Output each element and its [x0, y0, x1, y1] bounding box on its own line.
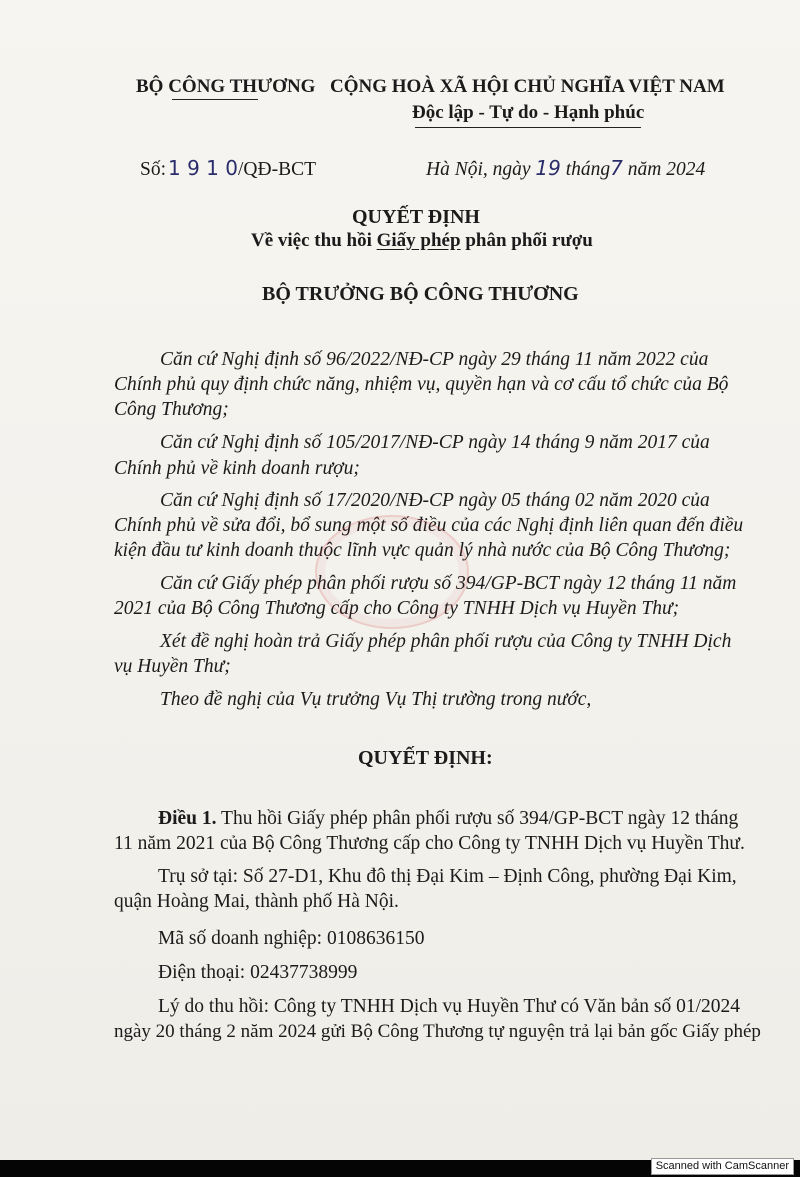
article-1-label: Điều 1. — [158, 808, 217, 829]
preamble-line: Theo đề nghị của Vụ trưởng Vụ Thị trường trong nước, — [160, 689, 592, 710]
handwritten-month: 7 — [610, 156, 623, 180]
preamble-line: Căn cứ Nghị định số 105/2017/NĐ-CP ngày 14 tháng 9 năm 2017 của — [160, 432, 710, 453]
republic-name: CỘNG HOÀ XÃ HỘI CHỦ NGHĨA VIỆT NAM — [330, 76, 725, 97]
ministry-name: BỘ CÔNG THƯƠNG — [136, 76, 316, 97]
preamble-line: kiện đầu tư kinh doanh thuộc lĩnh vực quản lý nhà nước của Bộ Công Thương; — [114, 540, 731, 561]
article-1-line: 11 năm 2021 của Bộ Công Thương cấp cho Công ty TNHH Dịch vụ Huyền Thư. — [114, 833, 745, 854]
motto-underline — [415, 127, 641, 128]
document-number: Số: 1 9 1 0/QĐ-BCT — [140, 156, 316, 180]
preamble-line: Công Thương; — [114, 399, 229, 420]
ministry-underline — [172, 99, 258, 100]
preamble-line: vụ Huyền Thư; — [114, 656, 231, 677]
document-subtitle: Về việc thu hồi Giấy phép phân phối rượu — [251, 230, 593, 251]
preamble-line: Căn cứ Giấy phép phân phối rượu số 394/GP-BCT ngày 12 tháng 11 năm — [160, 573, 737, 594]
company-address: Trụ sở tại: Số 27-D1, Khu đô thị Đại Kim – Định Công, phường Đại Kim, — [158, 866, 737, 887]
scanner-watermark: Scanned with CamScanner — [651, 1158, 794, 1175]
seal-stamp — [315, 515, 469, 629]
preamble-line: Xét đề nghị hoàn trả Giấy phép phân phối rượu của Công ty TNHH Dịch — [160, 631, 732, 652]
revocation-reason: ngày 20 tháng 2 năm 2024 gửi Bộ Công Thương tự nguyện trả lại bản gốc Giấy phép — [114, 1021, 761, 1042]
handwritten-number: 1 9 1 0 — [168, 156, 238, 180]
preamble-line: Chính phủ về kinh doanh rượu; — [114, 458, 360, 479]
preamble-line: Chính phủ về sửa đổi, bổ sung một số điều của các Nghị định liên quan đến điều — [114, 515, 744, 536]
issuing-authority: BỘ TRƯỞNG BỘ CÔNG THƯƠNG — [262, 283, 579, 305]
preamble-line: Căn cứ Nghị định số 96/2022/NĐ-CP ngày 29 tháng 11 năm 2022 của — [160, 349, 709, 370]
decision-heading: QUYẾT ĐỊNH: — [358, 747, 493, 769]
preamble-line: Chính phủ quy định chức năng, nhiệm vụ, quyền hạn và cơ cấu tổ chức của Bộ — [114, 374, 729, 395]
phone-number: Điện thoại: 02437738999 — [158, 962, 358, 983]
article-1-line: Điều 1. Thu hồi Giấy phép phân phối rượu số 394/GP-BCT ngày 12 tháng — [158, 808, 739, 829]
tax-code: Mã số doanh nghiệp: 0108636150 — [158, 928, 425, 949]
document-title: QUYẾT ĐỊNH — [352, 206, 480, 228]
preamble-line: Căn cứ Nghị định số 17/2020/NĐ-CP ngày 05 tháng 02 năm 2020 của — [160, 490, 710, 511]
revocation-reason: Lý do thu hồi: Công ty TNHH Dịch vụ Huyền Thư có Văn bản số 01/2024 — [158, 996, 740, 1017]
preamble-line: 2021 của Bộ Công Thương cấp cho Công ty TNHH Dịch vụ Huyền Thư; — [114, 598, 680, 619]
national-motto: Độc lập - Tự do - Hạnh phúc — [412, 102, 645, 123]
handwritten-day: 19 — [535, 156, 561, 180]
company-address: quận Hoàng Mai, thành phố Hà Nội. — [114, 891, 399, 912]
issue-date: Hà Nội, ngày 19 tháng7 năm 2024 — [426, 156, 706, 180]
